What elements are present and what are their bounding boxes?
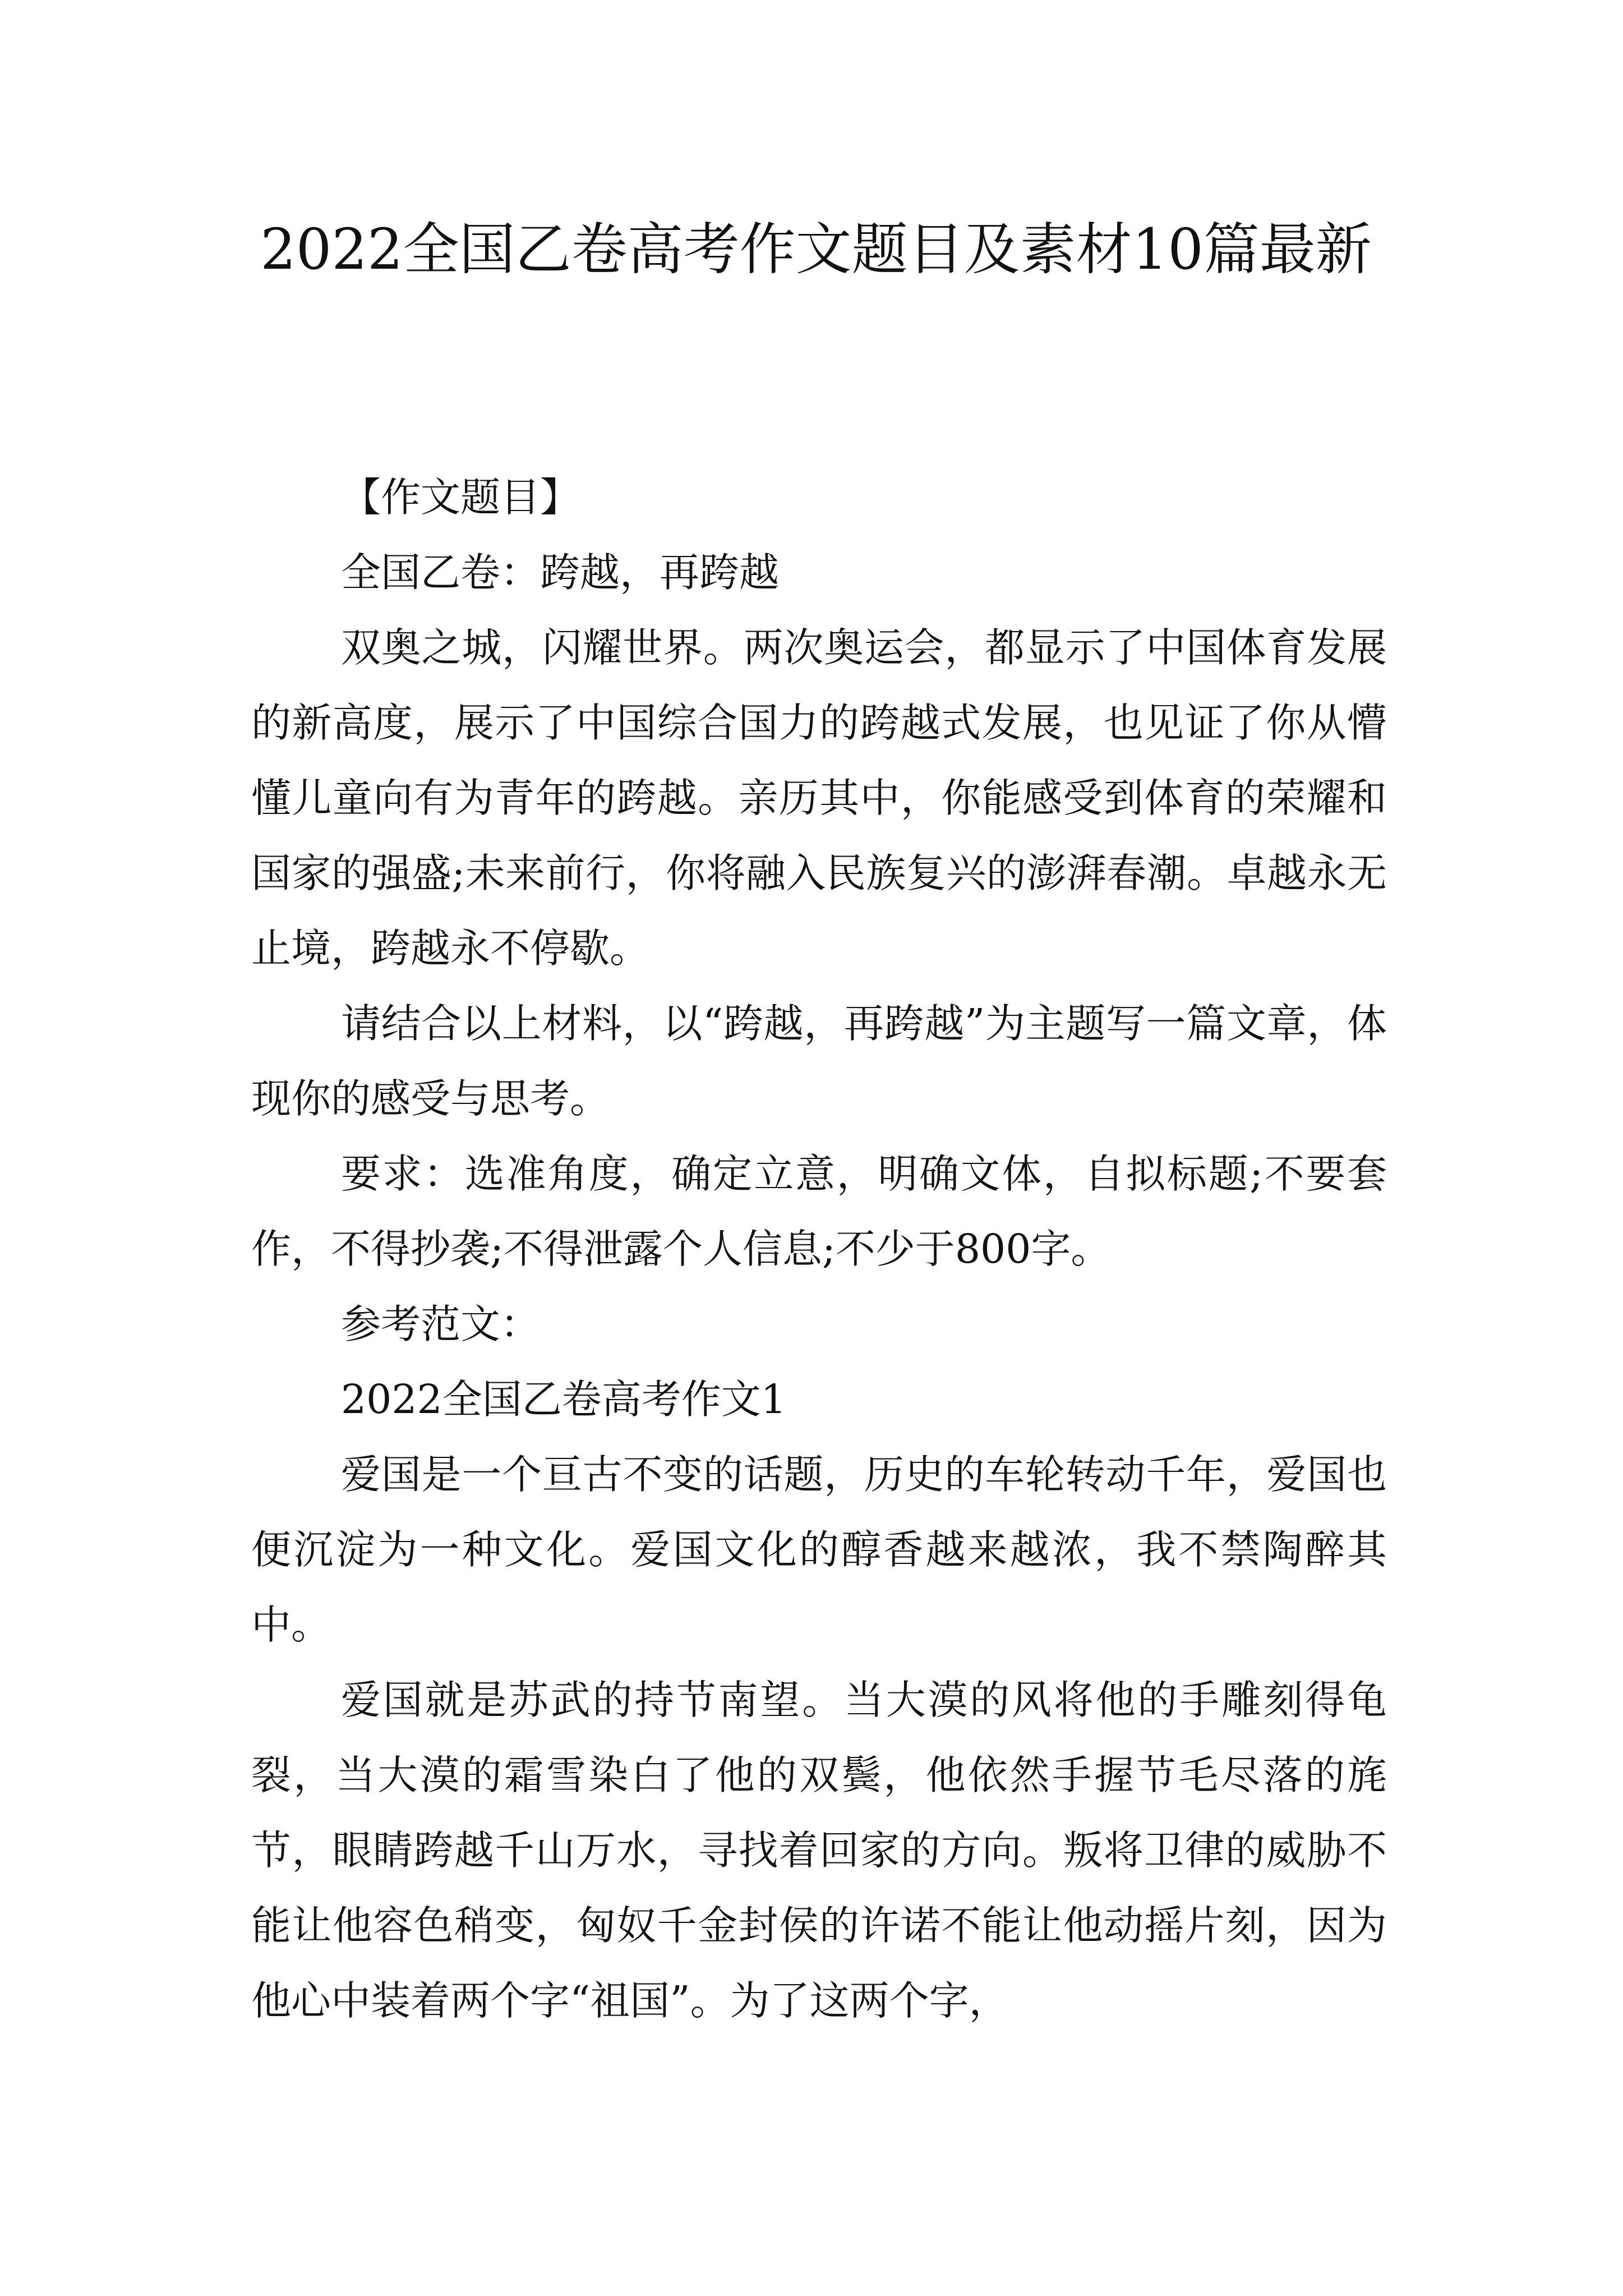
paragraph-material: 双奥之城，闪耀世界。两次奥运会，都显示了中国体育发展的新高度，展示了中国综合国力的跨越式发展，也见证了你从懵懂儿童向有为青年的跨越。亲历其中，你能感受到体育的荣耀和国家的强盛;未来前行，你将融入民族复兴的澎湃春潮。卓越永无止境，跨越永不停歇。 xyxy=(251,624,1387,972)
document-body xyxy=(251,460,1387,2039)
paragraph-sample-suwu: 爱国就是苏武的持节南望。当大漠的风将他的手雕刻得龟裂，当大漠的霜雪染白了他的双鬓，他依然手握节毛尽落的旄节，眼睛跨越千山万水，寻找着回家的方向。叛将卫律的威胁不能让他容色稍变，匈奴千金封侯的许诺不能让他动摇片刻，因为他心中装着两个字“祖国”。为了这两个字， xyxy=(251,1677,1387,2024)
paragraph-exam-topic: 全国乙卷：跨越，再跨越 xyxy=(341,549,780,596)
paragraph-sample-intro: 爱国是一个亘古不变的话题，历史的车轮转动千年，爱国也便沉淀为一种文化。爱国文化的醇香越来越浓，我不禁陶醉其中。 xyxy=(251,1451,1387,1648)
document-title: 2022全国乙卷高考作文题目及素材10篇最新 xyxy=(260,217,1372,282)
paragraph-sample-heading: 参考范文： xyxy=(341,1301,541,1347)
paragraph-essay-heading: 【作文题目】 xyxy=(341,474,580,521)
paragraph-sample-title: 2022全国乙卷高考作文1 xyxy=(341,1376,786,1423)
paragraph-requirements: 要求：选准角度，确定立意，明确文体，自拟标题;不要套作，不得抄袭;不得泄露个人信息;不少于800字。 xyxy=(251,1151,1387,1272)
paragraph-instruction: 请结合以上材料，以“跨越，再跨越”为主题写一篇文章，体现你的感受与思考。 xyxy=(251,1000,1387,1122)
